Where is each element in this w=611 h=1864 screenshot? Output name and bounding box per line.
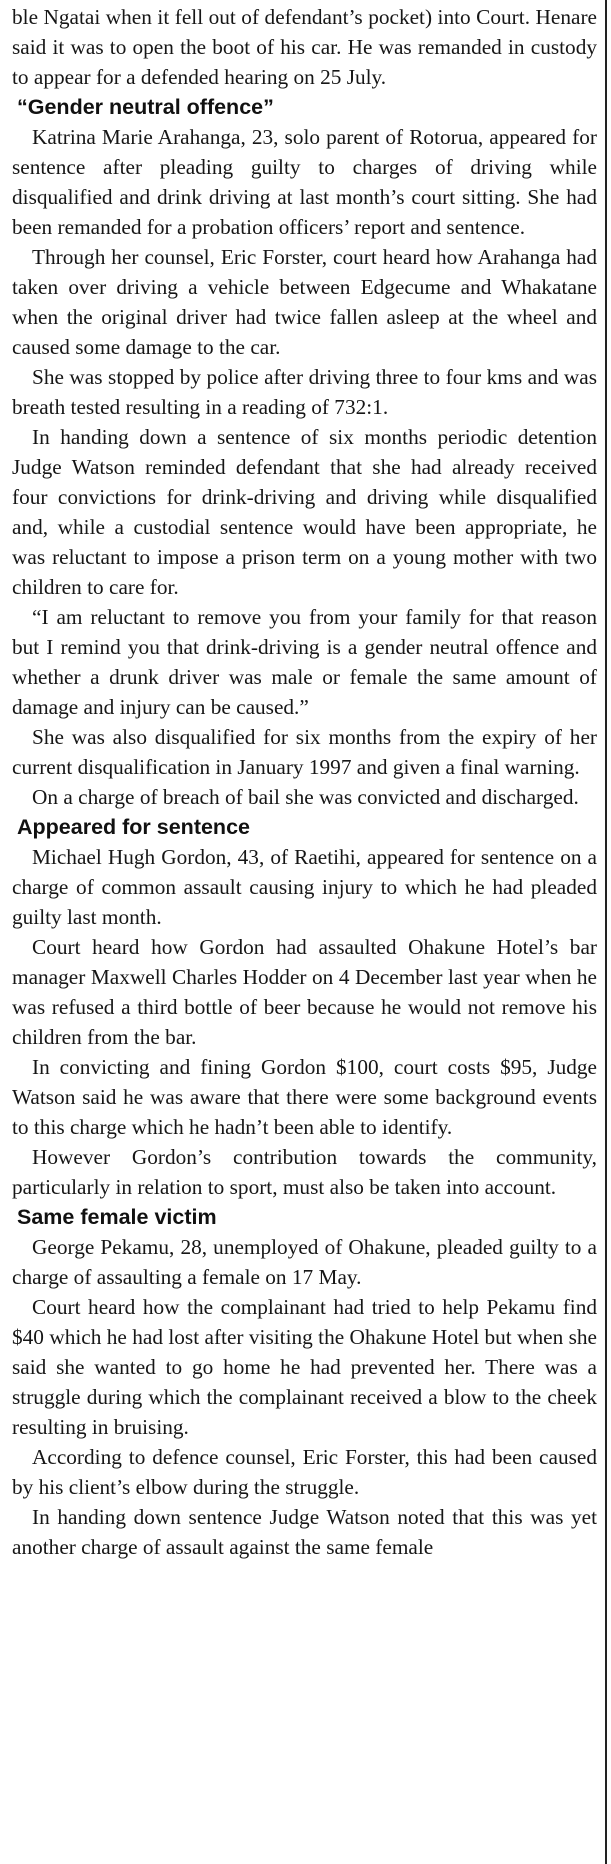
paragraph: ble Ngatai when it fell out of defendant’s pocket) into Court. Henare said it was to open the boot of his car. He was remanded in custody to appear for a defended hearing on 25 July. <box>12 5 597 89</box>
paragraph: Michael Hugh Gordon, 43, of Raetihi, appeared for sentence on a charge of common assault causing injury to which he had pleaded guilty last month. <box>12 845 597 929</box>
paragraph: In handing down a sentence of six months periodic detention Judge Watson reminded defendant that she had already received four convictions for drink-driving and driving while disqualified and, while a custodial sentence would have been appropriate, he was reluctant to impose a prison term on a young mother with two children to care for. <box>12 425 597 599</box>
paragraph: She was also disqualified for six months from the expiry of her current disqualification in January 1997 and given a final warning. <box>12 725 597 779</box>
paragraph: She was stopped by police after driving three to four kms and was breath tested resulting in a reading of 732:1. <box>12 365 597 419</box>
paragraph: In convicting and fining Gordon $100, court costs $95, Judge Watson said he was aware that there were some background events to this charge which he hadn’t been able to identify. <box>12 1055 597 1139</box>
section-heading: Appeared for sentence <box>17 815 250 839</box>
paragraph: “I am reluctant to remove you from your family for that reason but I remind you that drink-driving is a gender neutral offence and whether a drunk driver was male or female the same amount of damage and injury can be caused.” <box>12 605 597 719</box>
paragraph: Court heard how the complainant had tried to help Pekamu find $40 which he had lost after visiting the Ohakune Hotel but when she said she wanted to go home he had prevented her. There was a struggle during which the complainant received a blow to the cheek resulting in bruising. <box>12 1295 597 1439</box>
section-heading: Same female victim <box>17 1205 217 1229</box>
section-heading: “Gender neutral offence” <box>17 95 274 119</box>
paragraph: Court heard how Gordon had assaulted Ohakune Hotel’s bar manager Maxwell Charles Hodder on 4 December last year when he was refused a third bottle of beer because he would not remove his children from the bar. <box>12 935 597 1049</box>
paragraph: In handing down sentence Judge Watson noted that this was yet another charge of assault against the same female <box>12 1505 597 1559</box>
paragraph: George Pekamu, 28, unemployed of Ohakune, pleaded guilty to a charge of assaulting a female on 17 May. <box>12 1235 597 1289</box>
paragraph: Katrina Marie Arahanga, 23, solo parent of Rotorua, appeared for sentence after pleading guilty to charges of driving while disqualified and drink driving at last month’s court sitting. She had been remanded for a probation officers’ report and sentence. <box>12 125 597 239</box>
column-rule <box>605 0 607 1864</box>
paragraph: On a charge of breach of bail she was convicted and discharged. <box>32 785 579 809</box>
paragraph: However Gordon’s contribution towards the community, particularly in relation to sport, must also be taken into account. <box>12 1145 597 1199</box>
paragraph: Through her counsel, Eric Forster, court heard how Arahanga had taken over driving a vehicle between Edgecume and Whakatane when the original driver had twice fallen asleep at the wheel and caused some damage to the car. <box>12 245 597 359</box>
paragraph: According to defence counsel, Eric Forster, this had been caused by his client’s elbow during the struggle. <box>12 1445 597 1499</box>
